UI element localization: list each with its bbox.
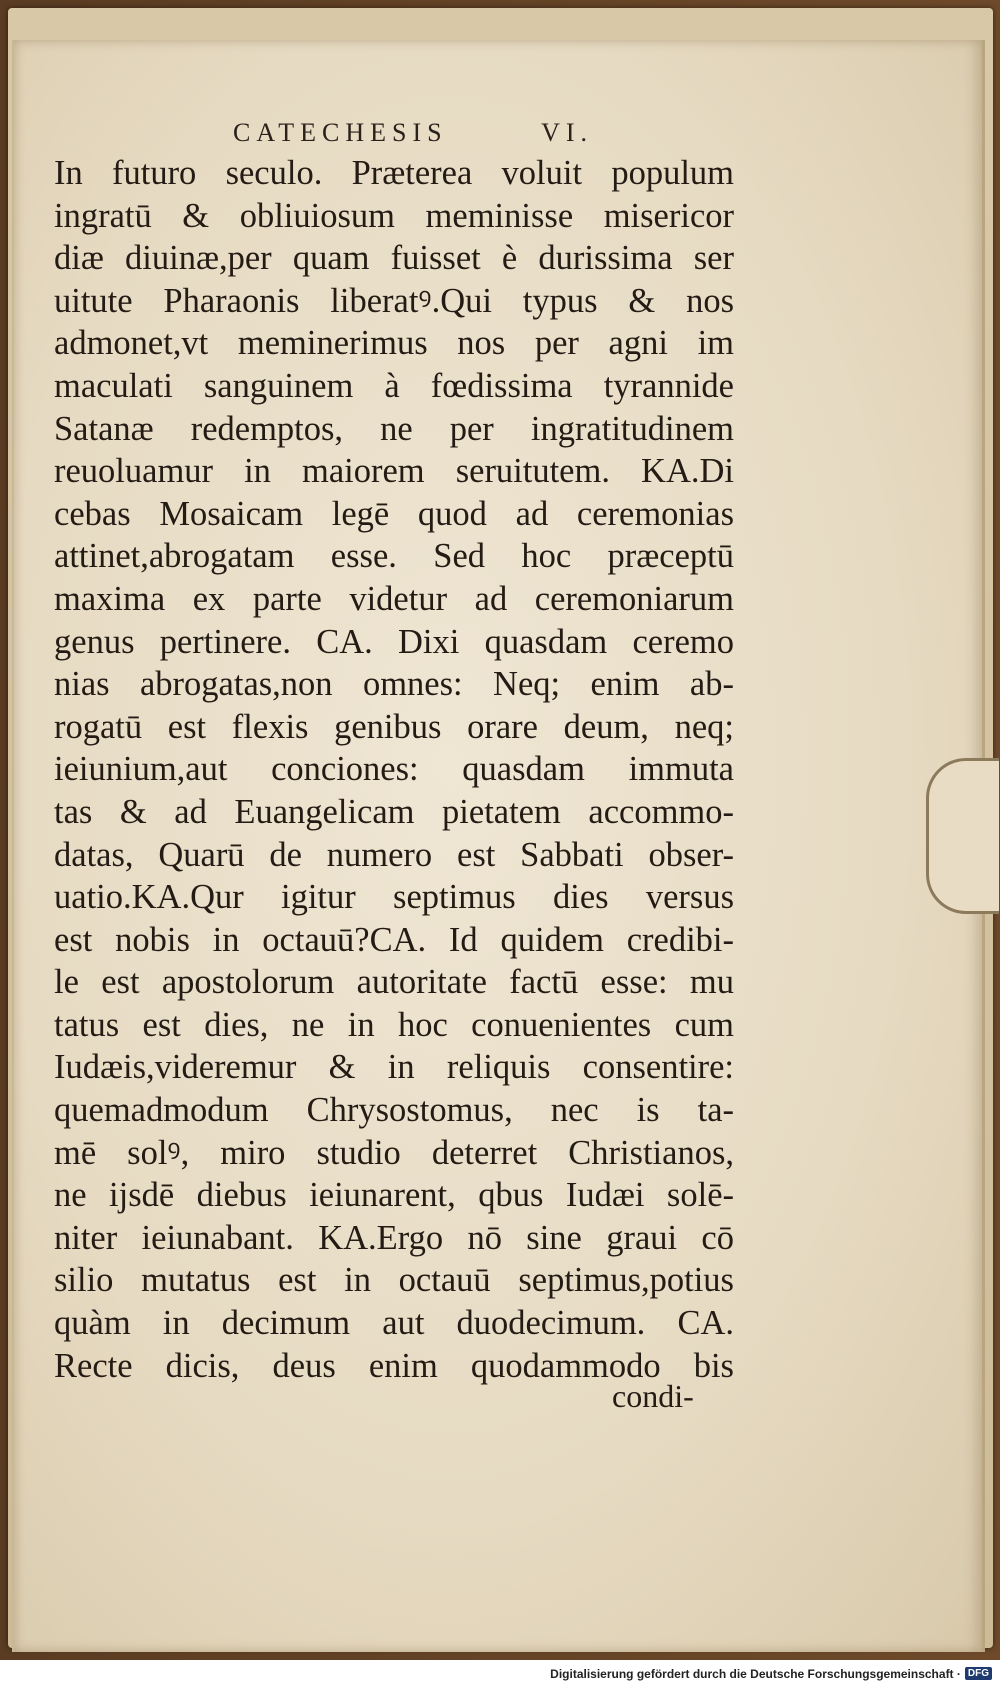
text-line: ne ijsdē diebus ieiunarent, qbus Iudæi solē- <box>54 1176 734 1215</box>
running-head-number: VI. <box>541 118 593 147</box>
text-line: mē solꝰ, miro studio deterret Christianos, <box>54 1133 734 1172</box>
text-line: Iudæis,videremur & in reliquis consentire: <box>54 1048 734 1087</box>
text-line: est nobis in octauū?CA. Id quidem credibi- <box>54 920 734 959</box>
clasp-tab <box>926 758 999 914</box>
text-line: Satanæ redemptos, ne per ingratitudinem <box>54 409 734 448</box>
text-line: genus pertinere. CA. Dixi quasdam ceremo <box>54 622 734 661</box>
text-line: maculati sanguinem à fœdissima tyrannide <box>54 366 734 405</box>
text-line: nias abrogatas,non omnes: Neq; enim ab- <box>54 665 734 704</box>
text-line: uatio.KA.Qur igitur septimus dies versus <box>54 878 734 917</box>
text-line: niter ieiunabant. KA.Ergo nō sine graui cō <box>54 1218 734 1257</box>
running-head <box>233 118 593 148</box>
text-line: datas, Quarū de numero est Sabbati obser- <box>54 835 734 874</box>
text-line: tas & ad Euangelicam pietatem accommo- <box>54 792 734 831</box>
text-line: cebas Mosaicam legē quod ad ceremonias <box>54 494 734 533</box>
text-line: quàm in decimum aut duodecimum. CA. <box>54 1304 734 1343</box>
text-line: ieiunium,aut conciones: quasdam immuta <box>54 750 734 789</box>
text-line: uitute Pharaonis liberatꝰ.Qui typus & nos <box>54 281 734 320</box>
text-line: maxima ex parte videtur ad ceremoniarum <box>54 579 734 618</box>
text-line: silio mutatus est in octauū septimus,potius <box>54 1261 734 1300</box>
text-line: In futuro seculo. Præterea voluit populum <box>54 154 734 192</box>
dfg-logo-icon: DFG <box>965 1667 992 1680</box>
running-head-title: CATECHESIS <box>233 118 448 147</box>
text-line: admonet,vt meminerimus nos per agni im <box>54 324 734 363</box>
text-line: quemadmodum Chrysostomus, nec is ta- <box>54 1091 734 1130</box>
text-line: diæ diuinæ,per quam fuisset è durissima ser <box>54 239 734 278</box>
text-line: tatus est dies, ne in hoc conuenientes cum <box>54 1005 734 1044</box>
text-block <box>54 152 734 1387</box>
text-line: Recte dicis, deus enim quodammodo bis <box>54 1346 734 1385</box>
footer-credit: Digitalisierung gefördert durch die Deutsche Forschungsgemeinschaft · <box>550 1666 961 1681</box>
text-line: ingratū & obliuiosum meminisse misericor <box>54 196 734 235</box>
text-line: rogatū est flexis genibus orare deum, neq; <box>54 707 734 746</box>
catchword: condi- <box>612 1378 694 1414</box>
text-line: le est apostolorum autoritate factū esse: mu <box>54 963 734 1002</box>
digitization-footer <box>0 1660 1000 1687</box>
text-line: attinet,abrogatam esse. Sed hoc præceptū <box>54 537 734 576</box>
text-line: reuoluamur in maiorem seruitutem. KA.Di <box>54 452 734 491</box>
